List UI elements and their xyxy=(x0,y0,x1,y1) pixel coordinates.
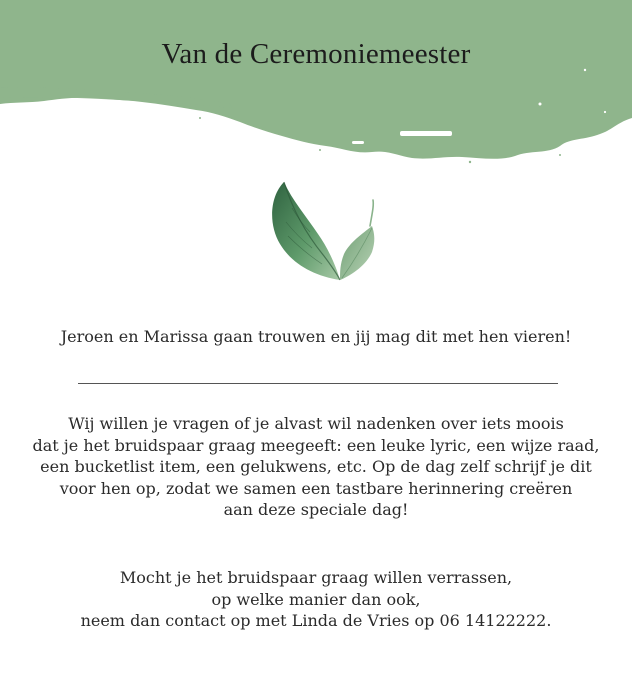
divider-line xyxy=(78,383,558,384)
paragraph-line: Wij willen je vragen of je alvast wil nadenken over iets moois xyxy=(68,414,564,433)
intro-text xyxy=(0,326,632,348)
paragraph-line: neem dan contact op met Linda de Vries op 06 14122222. xyxy=(80,611,552,630)
paragraph-line: aan deze speciale dag! xyxy=(223,500,409,519)
paragraph-request xyxy=(0,413,632,521)
paragraph-line: dat je het bruidspaar graag meegeeft: een leuke lyric, een wijze raad, xyxy=(32,435,600,455)
paragraph-line: op welke manier dan ook, xyxy=(211,589,421,609)
header-banner xyxy=(0,0,632,170)
brush-gap xyxy=(400,131,452,136)
green-brush-stroke xyxy=(0,0,632,159)
paragraph-line: een bucketlist item, een gelukwens, etc. Op de dag zelf schrijf je dit xyxy=(40,457,592,476)
leaf-icon xyxy=(262,178,382,288)
intro-line: Jeroen en Marissa gaan trouwen en jij mag dit met hen vieren! xyxy=(60,327,572,346)
paragraph-contact xyxy=(0,567,632,632)
paragraph-line: voor hen op, zodat we samen een tastbare herinnering creëren xyxy=(59,478,573,498)
page-title: Van de Ceremoniemeester xyxy=(161,38,471,70)
paragraph-line: Mocht je het bruidspaar graag willen verrassen, xyxy=(119,568,513,587)
